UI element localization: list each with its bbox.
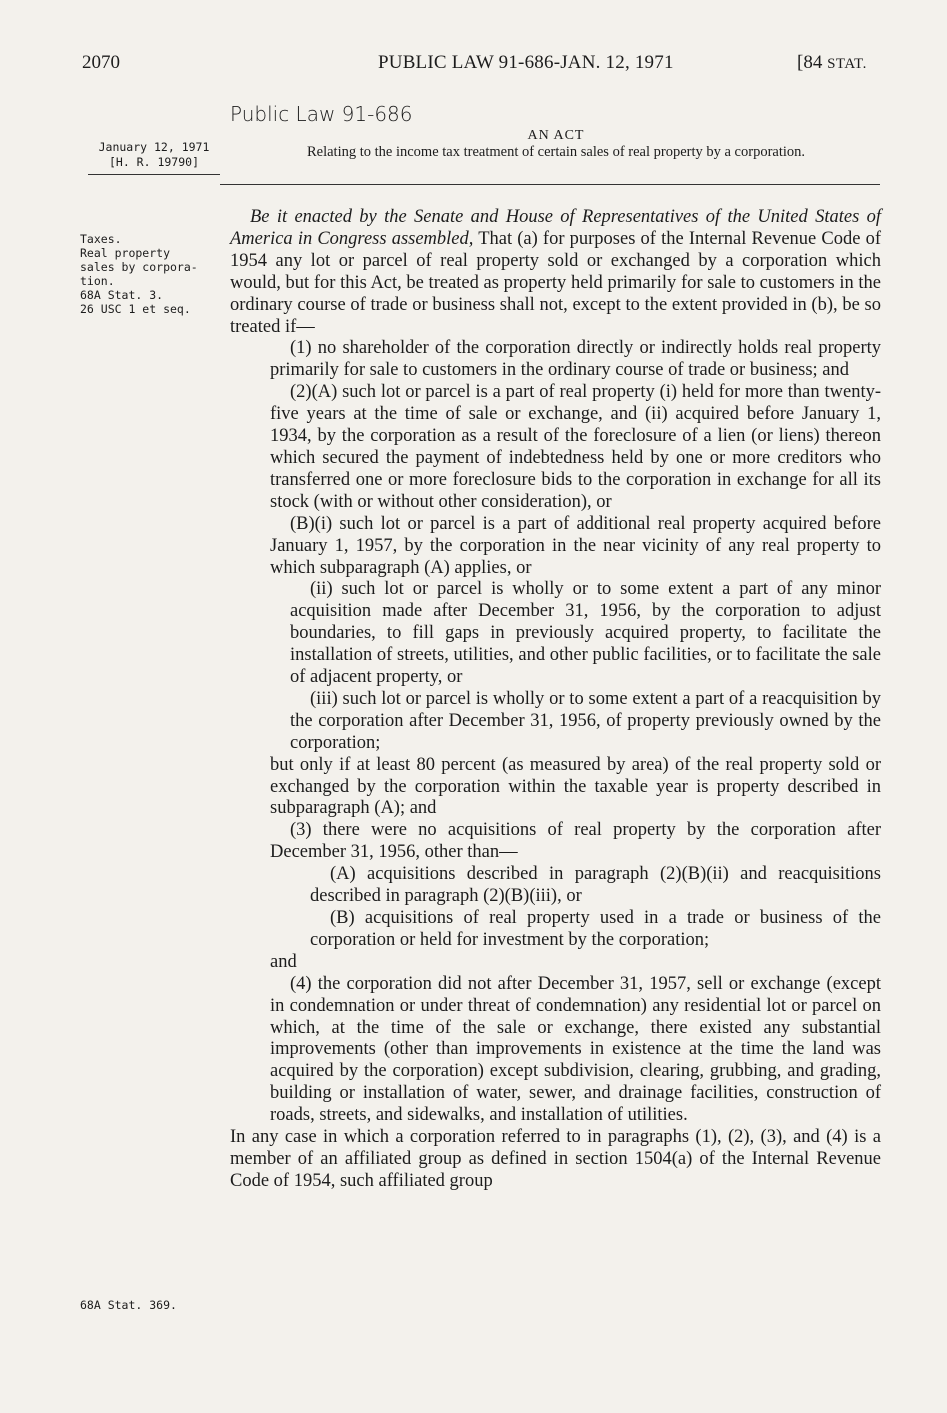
law-title: Public Law 91-686 xyxy=(230,102,413,126)
section-a-text: That (a) for purposes of the Internal Revenue Code of 1954 any lot or parcel of real property sold or exchanged by a corporation which would, but for this Act, be treated as property held primarily for sale to customers in the ordinary course of trade or business shall not, except to the extent provided in (b), be so treated if— xyxy=(230,228,881,337)
paragraph-2b-i: (B)(i) such lot or parcel is a part of additional real property acquired before January 1, 1957, by the corporation in the near vicinity of any real property to which subparagraph (A) applies, or xyxy=(270,513,881,578)
paragraph-2a: (2)(A) such lot or parcel is a part of real property (i) held for more than twenty-five years at the time of sale or exchange, and (ii) acquired before January 1, 1934, by the corporation as a result of the foreclosure of a lien (or liens) thereon which secured the payment of indebtedness held by one or more creditors who transferred one or more foreclosure bids to the corporation in exchange for all its stock (with or without other consideration), or xyxy=(270,382,881,512)
page-number: 2070 xyxy=(82,52,120,73)
paragraph-3b: (B) acquisitions of real property used in a trade or business of the corporation or held for investment by the corporation; xyxy=(310,908,881,950)
side-note: 68A Stat. 3. xyxy=(80,288,164,302)
act-label: AN ACT xyxy=(527,128,585,143)
divider xyxy=(88,174,220,175)
side-note: 68A Stat. 369. xyxy=(80,1298,177,1312)
paragraph-4: (4) the corporation did not after December 31, 1957, sell or exchange (except in condemnation or under threat of condemnation) any residential lot or parcel on which, at the time of the sale or exchange, there existed any substantial improvements (other than improvements in existence at the time the land was acquired by the corporation) except subdivision, clearing, grubbing, and grading, building or installation of water, sewer, and drainage facilities, construction of roads, streets, and sidewalks, and installation of utilities. xyxy=(270,973,881,1126)
side-note: sales by corpora- xyxy=(80,260,198,274)
statute-body xyxy=(230,207,881,1193)
closing-paragraph: In any case in which a corporation referred to in paragraphs (1), (2), (3), and (4) is a member of an affiliated group as defined in section 1504(a) of the Internal Revenue Code of 1954, such affiliated group xyxy=(230,1127,881,1191)
side-notes-taxes xyxy=(80,232,230,316)
paragraph-2b-iii: (iii) such lot or parcel is wholly or to some extent a part of a reacquisition by the corporation after December 31, 1956, of property previously owned by the corporation; xyxy=(290,688,881,753)
statute-reference xyxy=(797,52,867,74)
bill-number: [H. R. 19790] xyxy=(108,155,199,169)
stat-word: STAT. xyxy=(827,56,867,72)
act-heading xyxy=(246,128,866,160)
paragraph-3-and: and xyxy=(270,951,297,972)
stat-prefix: [84 xyxy=(797,52,828,73)
act-purpose: Relating to the income tax treatment of certain sales of real property by a corporation. xyxy=(306,144,806,160)
running-head: PUBLIC LAW 91-686-JAN. 12, 1971 xyxy=(378,52,674,73)
enactment-date-note xyxy=(88,140,220,175)
paragraph-3a: (A) acquisitions described in paragraph (2)(B)(ii) and reacquisitions described in paragraph (2)(B)(iii), or xyxy=(310,864,881,907)
side-note: Real property xyxy=(80,246,171,260)
paragraph-2-tail: but only if at least 80 percent (as measured by area) of the real property sold or exchanged by the corporation within the taxable year is property described in subparagraph (A); and xyxy=(270,754,881,819)
enactment-date: January 12, 1971 xyxy=(98,140,210,154)
side-note: tion. xyxy=(80,274,115,288)
side-note: 26 USC 1 et seq. xyxy=(80,302,191,316)
side-notes-stat xyxy=(80,1298,230,1312)
side-note: Taxes. xyxy=(80,232,122,246)
paragraph-1: (1) no shareholder of the corporation directly or indirectly holds real property primarily for sale to customers in the ordinary course of trade or business; and xyxy=(270,338,881,381)
paragraph-2b-ii: (ii) such lot or parcel is wholly or to some extent a part of any minor acquisition made after December 31, 1956, by the corporation to adjust boundaries, to fill gaps in previously acquired property, to facilitate the installation of streets, utilities, and other public facilities, or to facilitate the sale of adjacent property, or xyxy=(290,579,881,688)
paragraph-3: (3) there were no acquisitions of real property by the corporation after December 31, 1956, other than— xyxy=(270,820,881,863)
enacting-formula: Be it enacted by the Senate and House of Representatives of the United States of America in Congress assembled, xyxy=(230,207,881,249)
heading-rule xyxy=(220,184,880,185)
enacting-clause xyxy=(230,207,881,338)
